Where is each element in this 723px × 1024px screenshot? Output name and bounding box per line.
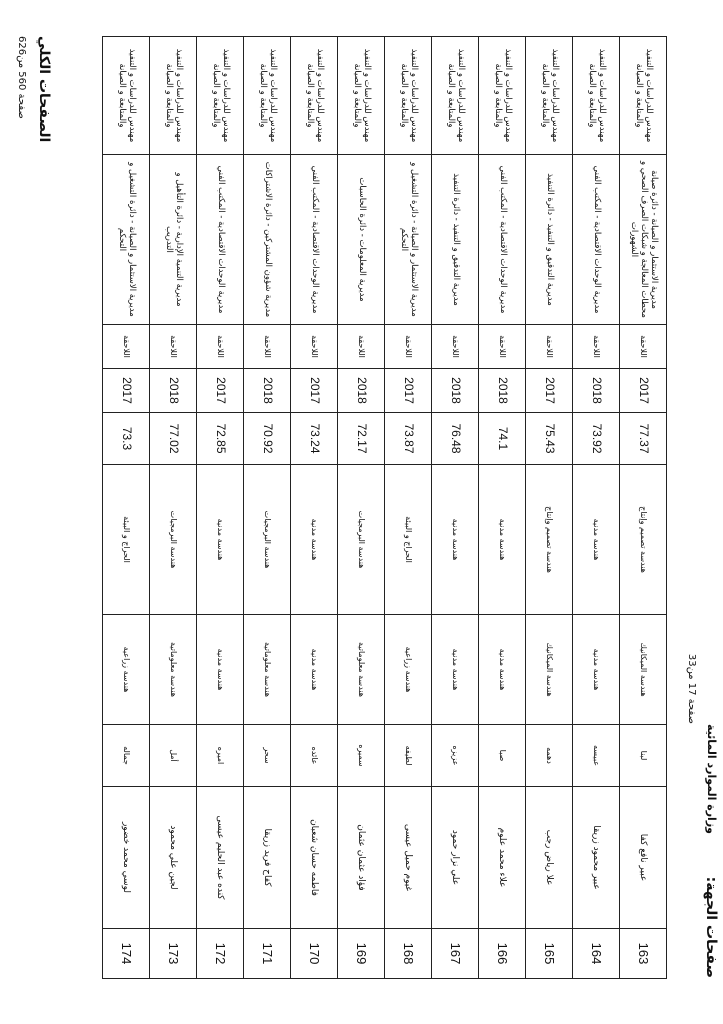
full-name-cell: فاطمه حسان شعبان (291, 787, 338, 929)
mother-name-cell: لبنا (620, 725, 667, 787)
directorate-cell: مديرية الاستثمار و الصيانة - دائرة التشغيل و التحكم (103, 155, 150, 325)
department-cell: هندسة البرمجيات (150, 465, 197, 615)
directorate-cell: مديرية الوحدات الاقتصادية - المكتب الفني (291, 155, 338, 325)
category-cell: اللاحقة (479, 325, 526, 369)
department-cell: هندسة تصميم وإنتاج (526, 465, 573, 615)
full-name-cell: كفاح فريد زريقا (244, 787, 291, 929)
full-name-cell: علاء محمد علوم (479, 787, 526, 929)
department-cell: هندسة البرمجيات (244, 465, 291, 615)
row-number-cell: 170 (291, 929, 338, 979)
year-cell: 2017 (526, 369, 573, 413)
directorate-cell: مديرية التدقيق و التنفيذ - دائرة التنفيذ (432, 155, 479, 325)
ministry-name: وزارة الموارد المائية (705, 723, 718, 834)
specialization-cell: هندسة مدنية (573, 615, 620, 725)
full-name-cell: كنده عبد الحليم عيسى (197, 787, 244, 929)
specialization-cell: هندسة مدنية (432, 615, 479, 725)
specialization-cell: هندسة الميكانيك (620, 615, 667, 725)
year-cell: 2018 (150, 369, 197, 413)
total-pages-title: الصفحات الكلي (36, 36, 52, 143)
department-cell: الحراج و البيئة (385, 465, 432, 615)
directorate-cell: مديرية التدقيق و التنفيذ - دائرة التنفيذ (526, 155, 573, 325)
department-cell: هندسة مدنية (197, 465, 244, 615)
score-cell: 73.3 (103, 413, 150, 465)
score-cell: 74.1 (479, 413, 526, 465)
job-cell: مهندس للدراسات و التنفيذ والمتابعة و الصيانة (291, 37, 338, 155)
score-cell: 70.92 (244, 413, 291, 465)
job-cell: مهندس للدراسات و التنفيذ والمتابعة و الصيانة (432, 37, 479, 155)
mother-name-cell: لطيفه (385, 725, 432, 787)
row-number-cell: 165 (526, 929, 573, 979)
full-name-cell: لجين علي محمود (150, 787, 197, 929)
table-row (197, 37, 244, 979)
mother-name-cell: عبيسه (573, 725, 620, 787)
department-cell: هندسة تصميم وإنتاج (620, 465, 667, 615)
score-cell: 75.43 (526, 413, 573, 465)
year-cell: 2017 (103, 369, 150, 413)
full-name-cell: عبير محمود زريقا (573, 787, 620, 929)
total-page-count: صفحة 560 من626 (16, 36, 27, 119)
score-cell: 76.48 (432, 413, 479, 465)
year-cell: 2017 (291, 369, 338, 413)
row-number-cell: 171 (244, 929, 291, 979)
specialization-cell: هندسة زراعية (385, 615, 432, 725)
score-cell: 72.85 (197, 413, 244, 465)
score-cell: 73.24 (291, 413, 338, 465)
row-number-cell: 166 (479, 929, 526, 979)
category-cell: اللاحقة (103, 325, 150, 369)
specialization-cell: هندسة مدنية (197, 615, 244, 725)
directorate-cell: مديرية الوحدات الاقتصادية - المكتب الفني (573, 155, 620, 325)
job-cell: مهندس للدراسات و التنفيذ والمتابعة و الصيانة (479, 37, 526, 155)
category-cell: اللاحقة (526, 325, 573, 369)
year-cell: 2018 (338, 369, 385, 413)
job-cell: مهندس للدراسات و التنفيذ والمتابعة و الصيانة (526, 37, 573, 155)
directorate-cell: مديرية التنمية الإدارية - دائرة التأهيل و التدريب (150, 155, 197, 325)
mother-name-cell: عائده (291, 725, 338, 787)
table-row (385, 37, 432, 979)
job-cell: مهندس للدراسات و التنفيذ والمتابعة و الصيانة (150, 37, 197, 155)
row-number-cell: 168 (385, 929, 432, 979)
department-cell: الحراج و البيئة (103, 465, 150, 615)
table-row (479, 37, 526, 979)
row-number-cell: 169 (338, 929, 385, 979)
year-cell: 2017 (620, 369, 667, 413)
full-name-cell: علا رياض رجب (526, 787, 573, 929)
table-row (338, 37, 385, 979)
mother-name-cell: اميره (197, 725, 244, 787)
category-cell: اللاحقة (620, 325, 667, 369)
full-name-cell: علي نزار حمود (432, 787, 479, 929)
directorate-cell: مديرية الوحدات الاقتصادية - المكتب الفني (479, 155, 526, 325)
directorate-cell: مديرية الوحدات الاقتصادية - المكتب الفني (197, 155, 244, 325)
job-cell: مهندس للدراسات و التنفيذ والمتابعة و الصيانة (103, 37, 150, 155)
category-cell: اللاحقة (432, 325, 479, 369)
row-number-cell: 172 (197, 929, 244, 979)
category-cell: اللاحقة (150, 325, 197, 369)
mother-name-cell: جماله (103, 725, 150, 787)
table-row (103, 37, 150, 979)
year-cell: 2017 (197, 369, 244, 413)
specialization-cell: هندسة معلوماتية (338, 615, 385, 725)
category-cell: اللاحقة (291, 325, 338, 369)
table-row (432, 37, 479, 979)
row-number-cell: 163 (620, 929, 667, 979)
table-row (150, 37, 197, 979)
job-cell: مهندس للدراسات و التنفيذ والمتابعة و الصيانة (385, 37, 432, 155)
category-cell: اللاحقة (338, 325, 385, 369)
table-row (526, 37, 573, 979)
score-cell: 72.17 (338, 413, 385, 465)
specialization-cell: هندسة مدنية (479, 615, 526, 725)
mother-name-cell: سحر (244, 725, 291, 787)
job-cell: مهندس للدراسات و التنفيذ والمتابعة و الصيانة (620, 37, 667, 155)
year-cell: 2018 (244, 369, 291, 413)
year-cell: 2017 (385, 369, 432, 413)
entity-page-count: صفحة 17 من33 (686, 653, 697, 724)
mother-name-cell: سميره (338, 725, 385, 787)
mother-name-cell: صبا (479, 725, 526, 787)
directorate-cell: مديرية شؤون المشتركين - دائرة الاشتراكات (244, 155, 291, 325)
table-row (291, 37, 338, 979)
specialization-cell: هندسة زراعية (103, 615, 150, 725)
mother-name-cell: عزيزه (432, 725, 479, 787)
category-cell: اللاحقة (244, 325, 291, 369)
department-cell: هندسة مدنية (479, 465, 526, 615)
category-cell: اللاحقة (573, 325, 620, 369)
specialization-cell: هندسة معلوماتية (244, 615, 291, 725)
year-cell: 2018 (432, 369, 479, 413)
directorate-cell: مديرية الاستثمار و الصيانة - دائرة التشغيل و التحكم (385, 155, 432, 325)
row-number-cell: 173 (150, 929, 197, 979)
category-cell: اللاحقة (385, 325, 432, 369)
department-cell: هندسة البرمجيات (338, 465, 385, 615)
score-cell: 73.87 (385, 413, 432, 465)
table-row (244, 37, 291, 979)
row-number-cell: 164 (573, 929, 620, 979)
candidates-table (102, 36, 667, 979)
table-row (573, 37, 620, 979)
directorate-cell: مديرية الاستثمار و الصيانة - دائرة صيانة محطات المعالجة و شبكات الصرف الصحي و الشهورات (620, 155, 667, 325)
score-cell: 77.02 (150, 413, 197, 465)
full-name-cell: فؤاد عثمان عثمان (338, 787, 385, 929)
specialization-cell: هندسة معلوماتية (150, 615, 197, 725)
row-number-cell: 174 (103, 929, 150, 979)
score-cell: 73.92 (573, 413, 620, 465)
mother-name-cell: أمل (150, 725, 197, 787)
year-cell: 2018 (479, 369, 526, 413)
entity-pages-title: صفحات الجهة: (703, 876, 719, 978)
full-name-cell: لوسي محمد خضور (103, 787, 150, 929)
job-cell: مهندس للدراسات و التنفيذ والمتابعة و الصيانة (244, 37, 291, 155)
category-cell: اللاحقة (197, 325, 244, 369)
full-name-cell: غيوم حميل عيسى (385, 787, 432, 929)
table-row (620, 37, 667, 979)
specialization-cell: هندسة الميكانيك (526, 615, 573, 725)
job-cell: مهندس للدراسات و التنفيذ والمتابعة و الصيانة (573, 37, 620, 155)
score-cell: 77.37 (620, 413, 667, 465)
row-number-cell: 167 (432, 929, 479, 979)
mother-name-cell: دهمه (526, 725, 573, 787)
year-cell: 2018 (573, 369, 620, 413)
full-name-cell: عبير نافع كفا (620, 787, 667, 929)
specialization-cell: هندسة مدنية (291, 615, 338, 725)
job-cell: مهندس للدراسات و التنفيذ والمتابعة و الصيانة (338, 37, 385, 155)
department-cell: هندسة مدنية (573, 465, 620, 615)
table-body (103, 37, 667, 979)
job-cell: مهندس للدراسات و التنفيذ والمتابعة و الصيانة (197, 37, 244, 155)
department-cell: هندسة مدنية (432, 465, 479, 615)
department-cell: هندسة مدنية (291, 465, 338, 615)
directorate-cell: مديرية المعلومات - دائرة الحاسبات (338, 155, 385, 325)
